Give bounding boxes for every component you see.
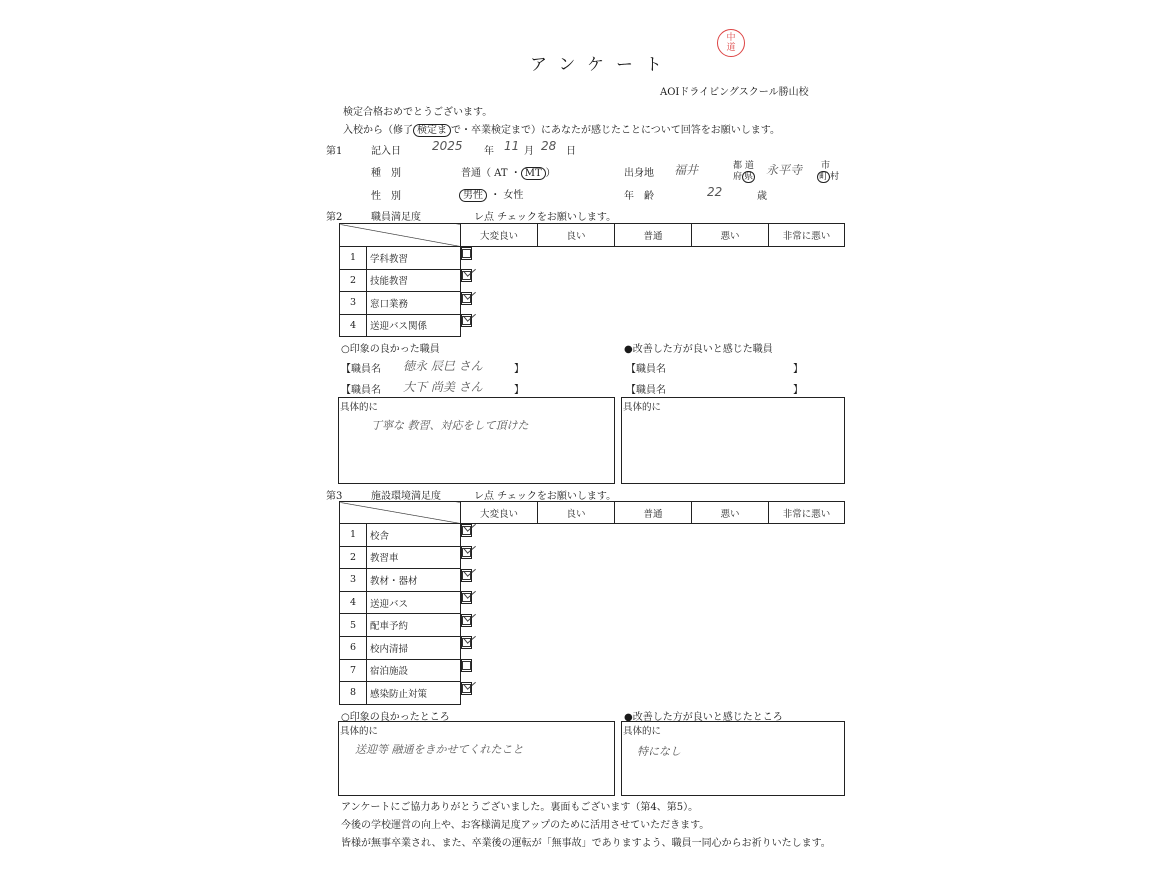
row-number: 1	[340, 524, 367, 547]
type-value-a: 普通（ AT ・	[461, 168, 521, 179]
row-label: 校内清掃	[367, 636, 461, 659]
facility-satisfaction-table	[339, 501, 845, 705]
checkbox-icon[interactable]	[462, 294, 471, 303]
age-unit: 歳	[757, 191, 767, 202]
checkbox-icon[interactable]	[462, 661, 471, 670]
type-mt-circled: MT	[521, 167, 546, 180]
detail-label: 具体的に	[623, 402, 662, 413]
checkbox-icon[interactable]	[462, 271, 471, 280]
checkbox-icon[interactable]	[462, 616, 471, 625]
column-header: 非常に悪い	[769, 502, 845, 524]
section-3-title: 施設環境満足度	[371, 491, 441, 502]
table-row	[340, 314, 845, 337]
row-label: 窓口業務	[367, 292, 461, 315]
bad-staff-label-2: 【職員名	[626, 385, 666, 396]
row-label: 感染防止対策	[367, 682, 461, 705]
checkbox-icon[interactable]	[462, 684, 471, 693]
year-char: 年	[484, 146, 494, 157]
type-value-b: ）	[545, 168, 556, 179]
pref-bottom-a: 府	[733, 172, 743, 182]
rating-cell	[461, 682, 472, 695]
row-label: 校舎	[367, 524, 461, 547]
bad-staff-detail-box	[621, 397, 845, 484]
row-label: 宿泊施設	[367, 659, 461, 682]
row-number: 5	[340, 614, 367, 637]
pref-top: 都 道	[733, 161, 754, 171]
intro-line-1: 検定合格おめでとうございます。	[343, 107, 493, 118]
good-staff-name-1: 徳永 辰巳 さん	[403, 359, 483, 373]
good-place-detail-box	[338, 721, 615, 796]
good-staff-close-2: 】	[514, 385, 524, 396]
table-row	[340, 546, 845, 569]
table-row	[340, 591, 845, 614]
row-number: 1	[340, 247, 367, 270]
row-label: 学科教習	[367, 247, 461, 270]
corner-cell	[340, 224, 461, 247]
gender-male-circled: 男性	[459, 189, 487, 202]
table-row	[340, 682, 845, 705]
date-day-value: 28	[541, 139, 557, 153]
good-staff-close-1: 】	[514, 364, 524, 375]
rating-cell	[461, 269, 472, 282]
detail-label: 具体的に	[623, 726, 662, 737]
date-month-value: 11	[504, 139, 520, 153]
table-row	[340, 636, 845, 659]
gender-value	[459, 186, 523, 201]
rating-cell	[461, 247, 472, 260]
checkbox-icon[interactable]	[462, 593, 471, 602]
row-label: 教習車	[367, 546, 461, 569]
type-label: 種 別	[371, 168, 401, 179]
footer-line-2: 今後の学校運営の向上や、お客様満足度アップのために活用させていただきます。	[341, 820, 710, 831]
month-char: 月	[524, 146, 534, 157]
checkbox-icon[interactable]	[462, 548, 471, 557]
intro-line-2-b: で・卒業検定まで）にあなたが感じたことについて回答をお願いします。	[451, 125, 780, 136]
row-number: 2	[340, 269, 367, 292]
day-char: 日	[566, 146, 576, 157]
table-row	[340, 269, 845, 292]
detail-label: 具体的に	[340, 402, 379, 413]
intro-line-2	[343, 121, 780, 136]
rating-cell	[461, 591, 472, 604]
age-label: 年 齢	[624, 191, 654, 202]
pref-circled: 県	[744, 172, 754, 182]
row-number: 4	[340, 314, 367, 337]
checkbox-icon[interactable]	[462, 316, 471, 325]
column-header: 非常に悪い	[769, 224, 845, 247]
footer-line-3: 皆様が無事卒業され、また、卒業後の運転が「無事故」でありますよう、職員一同心からお祈りいたします。	[341, 838, 831, 849]
rating-cell	[461, 546, 472, 559]
bad-staff-heading: ●改善した方が良いと感じた職員	[624, 344, 773, 355]
row-label: 技能教習	[367, 269, 461, 292]
rating-cell	[461, 569, 472, 582]
column-header: 大変良い	[461, 224, 538, 247]
section-1-number: 第1	[326, 146, 343, 157]
rating-cell	[461, 659, 472, 672]
rating-cell	[461, 524, 472, 537]
bad-staff-label-1: 【職員名	[626, 364, 666, 375]
row-number: 4	[340, 591, 367, 614]
page-title: アンケート	[530, 55, 674, 75]
hanko-seal	[717, 29, 745, 57]
row-label: 送迎バス関係	[367, 314, 461, 337]
good-staff-heading: ○印象の良かった職員	[341, 344, 440, 355]
good-staff-detail-box	[338, 397, 615, 484]
bad-staff-close-2: 】	[793, 385, 803, 396]
row-label: 教材・器材	[367, 569, 461, 592]
rating-cell	[461, 314, 472, 327]
section-3-instruction: レ点 チェックをお願いします。	[474, 491, 617, 502]
good-place-detail-text: 送迎等 融通をきかせてくれたこと	[355, 743, 524, 756]
table-row	[340, 247, 845, 270]
birthplace-label: 出身地	[624, 168, 654, 179]
age-value: 22	[707, 185, 723, 199]
row-number: 6	[340, 636, 367, 659]
row-number: 3	[340, 292, 367, 315]
good-staff-label-1: 【職員名	[341, 364, 381, 375]
table-row	[340, 524, 845, 547]
date-label: 記入日	[371, 146, 401, 157]
intro-line-2-a: 入校から（修了	[343, 125, 413, 136]
pref-bottom	[733, 169, 755, 182]
column-header: 普通	[615, 224, 692, 247]
table-row	[340, 614, 845, 637]
city-top: 市	[821, 161, 831, 171]
row-number: 2	[340, 546, 367, 569]
section-2-number: 第2	[326, 212, 343, 223]
row-number: 7	[340, 659, 367, 682]
school-name: AOIドライビングスクール勝山校	[660, 87, 809, 98]
good-staff-detail-text: 丁寧な 教習、対応をして頂けた	[371, 419, 529, 432]
column-header: 悪い	[692, 224, 769, 247]
checkbox-icon[interactable]	[462, 249, 471, 258]
table-row	[340, 659, 845, 682]
rating-cell	[461, 636, 472, 649]
table-row	[340, 569, 845, 592]
row-number: 3	[340, 569, 367, 592]
checkbox-icon[interactable]	[462, 526, 471, 535]
city-bottom	[817, 169, 839, 182]
bad-staff-close-1: 】	[793, 364, 803, 375]
birthplace-value: 福井	[674, 163, 699, 177]
good-staff-label-2: 【職員名	[341, 385, 381, 396]
footer-line-1: アンケートにご協力ありがとうございました。裏面もございます（第4、第5）。	[341, 802, 699, 813]
checkbox-icon[interactable]	[462, 638, 471, 647]
rating-cell	[461, 292, 472, 305]
column-header: 良い	[538, 224, 615, 247]
gender-sep: ・	[490, 190, 501, 201]
column-header: 普通	[615, 502, 692, 524]
city-circled: 町	[819, 172, 829, 182]
table-row	[340, 292, 845, 315]
row-label: 送迎バス	[367, 591, 461, 614]
corner-cell	[340, 502, 461, 524]
good-place-heading: ○印象の良かったところ	[341, 712, 450, 723]
bad-place-detail-text: 特になし	[637, 745, 681, 758]
row-label: 配車予約	[367, 614, 461, 637]
detail-label: 具体的に	[340, 726, 379, 737]
column-header: 大変良い	[461, 502, 538, 524]
bad-place-detail-box	[621, 721, 845, 796]
column-header: 良い	[538, 502, 615, 524]
bad-place-heading: ●改善した方が良いと感じたところ	[624, 712, 783, 723]
type-value	[461, 164, 556, 179]
gender-female: 女性	[503, 190, 524, 201]
city-value: 永平寺	[766, 163, 803, 177]
seal-char-2: 道	[726, 43, 736, 53]
gender-label: 性 別	[371, 191, 401, 202]
rating-cell	[461, 614, 472, 627]
date-year-value: 2025	[432, 139, 463, 153]
checkbox-icon[interactable]	[462, 571, 471, 580]
column-header: 悪い	[692, 502, 769, 524]
row-number: 8	[340, 682, 367, 705]
section-2-instruction: レ点 チェックをお願いします。	[474, 212, 617, 223]
section-2-title: 職員満足度	[371, 212, 421, 223]
seal-char-1: 中	[726, 33, 736, 43]
section-3-number: 第3	[326, 491, 343, 502]
city-bottom-b: 村	[830, 172, 840, 182]
intro-circled-option: 検定ま	[413, 124, 451, 137]
good-staff-name-2: 大下 尚美 さん	[403, 380, 483, 394]
staff-satisfaction-table	[339, 223, 845, 337]
